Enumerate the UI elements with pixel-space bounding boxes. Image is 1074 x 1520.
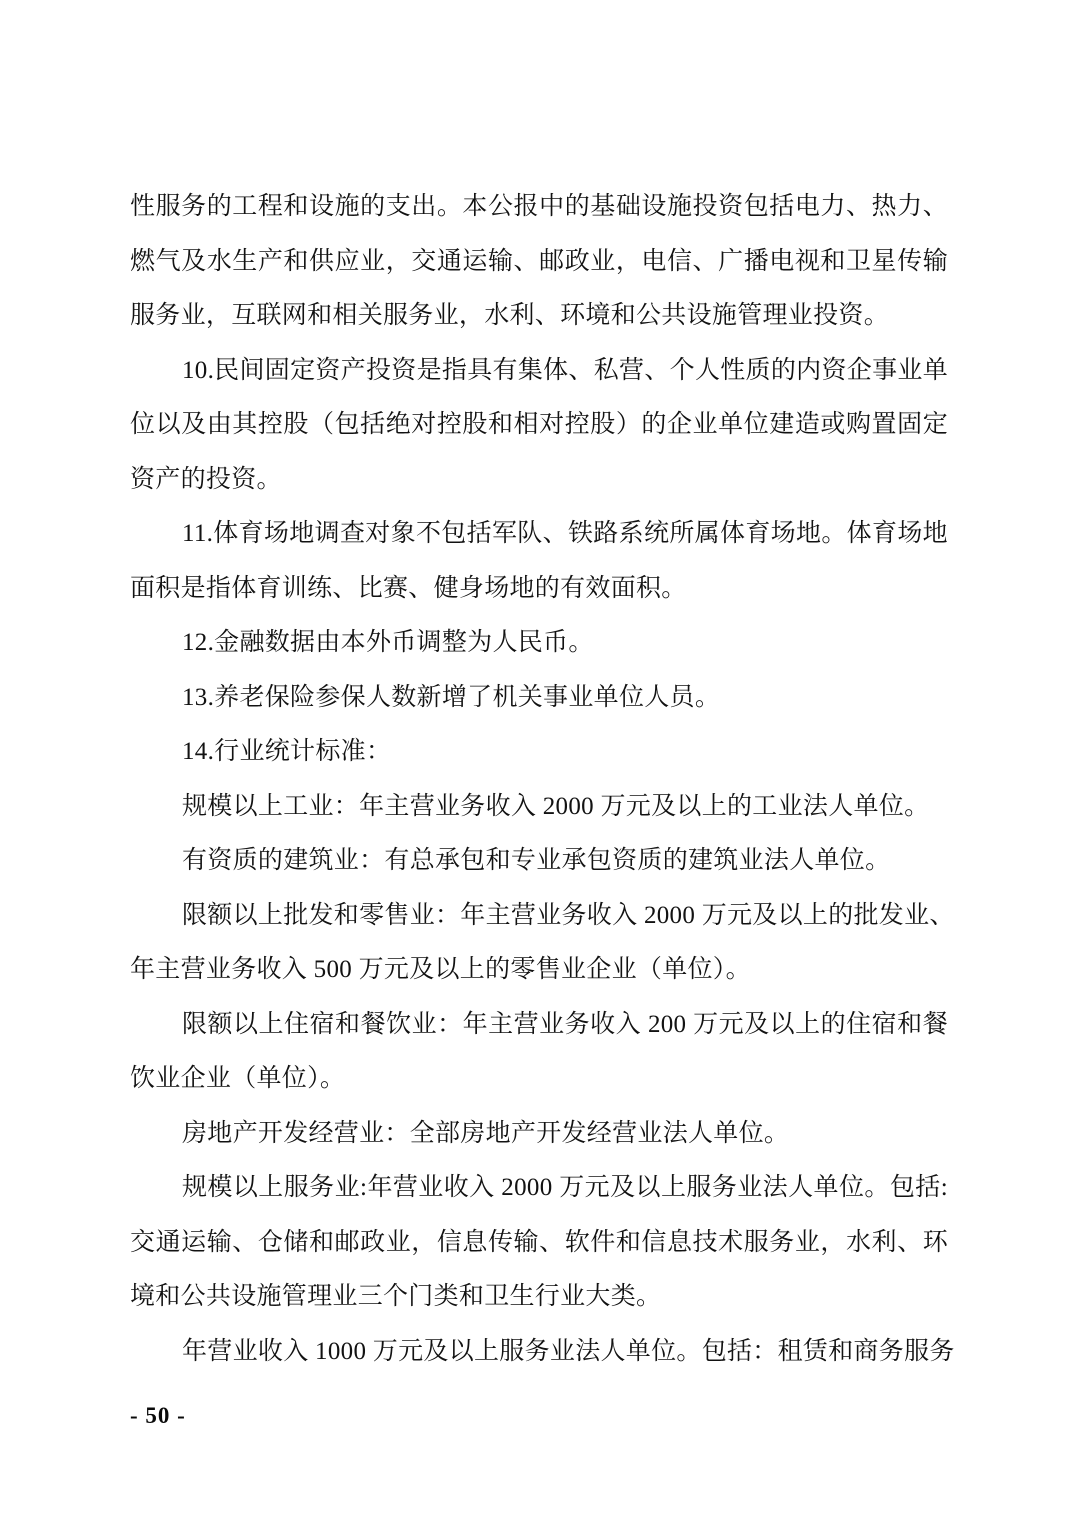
page-number: - 50 - — [130, 1403, 186, 1428]
document-line: 面积是指体育训练、比赛、健身场地的有效面积。 — [130, 574, 687, 602]
document-line: 性服务的工程和设施的支出。本公报中的基础设施投资包括电力、热力、 — [130, 193, 948, 220]
document-line: 服务业，互联网和相关服务业，水利、环境和公共设施管理业投资。 — [130, 302, 890, 329]
document-line: 14.行业统计标准： — [182, 738, 392, 765]
document-line: 房地产开发经营业：全部房地产开发经营业法人单位。 — [182, 1119, 790, 1147]
document-line: 饮业企业（单位）。 — [130, 1065, 346, 1092]
document-line: 限额以上住宿和餐饮业：年主营业务收入 200 万元及以上的住宿和餐 — [182, 1010, 948, 1038]
document-line: 规模以上工业：年主营业务收入 2000 万元及以上的工业法人单位。 — [182, 792, 930, 820]
document-line: 燃气及水生产和供应业，交通运输、邮政业，电信、广播电视和卫星传输 — [130, 247, 948, 275]
document-line: 年主营业务收入 500 万元及以上的零售业企业（单位）。 — [130, 956, 751, 983]
document-line: 资产的投资。 — [130, 465, 282, 493]
document-body — [130, 180, 955, 1379]
document-line: 10.民间固定资产投资是指具有集体、私营、个人性质的内资企事业单 — [182, 356, 948, 384]
document-line: 规模以上服务业:年营业收入 2000 万元及以上服务业法人单位。包括: — [182, 1174, 948, 1201]
document-line: 交通运输、仓储和邮政业，信息传输、软件和信息技术服务业，水利、环 — [130, 1228, 948, 1256]
document-line: 11.体育场地调查对象不包括军队、铁路系统所属体育场地。体育场地 — [182, 520, 948, 547]
document-line: 位以及由其控股（包括绝对控股和相对控股）的企业单位建造或购置固定 — [130, 411, 948, 438]
document-line: 限额以上批发和零售业：年主营业务收入 2000 万元及以上的批发业、 — [182, 901, 955, 929]
document-line: 12.金融数据由本外币调整为人民币。 — [182, 629, 594, 656]
document-line: 境和公共设施管理业三个门类和卫生行业大类。 — [130, 1283, 662, 1310]
document-line: 年营业收入 1000 万元及以上服务业法人单位。包括：租赁和商务服务 — [182, 1337, 955, 1365]
document-line: 13.养老保险参保人数新增了机关事业单位人员。 — [182, 683, 721, 711]
document-line: 有资质的建筑业：有总承包和专业承包资质的建筑业法人单位。 — [182, 847, 891, 874]
